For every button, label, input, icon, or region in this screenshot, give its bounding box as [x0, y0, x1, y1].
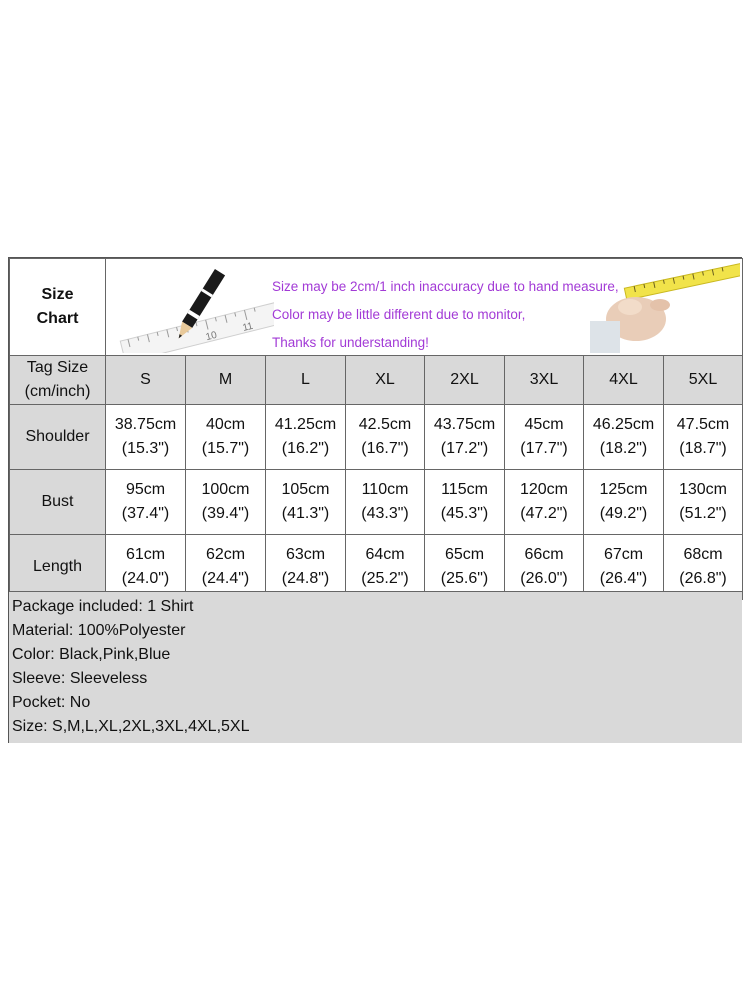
table-cell	[266, 470, 346, 535]
cell-inch: (51.2")	[679, 505, 727, 522]
size-header-xl: XL	[346, 356, 425, 405]
cell-cm: 130cm	[678, 481, 728, 498]
size-chart-title	[10, 259, 106, 356]
table-cell	[266, 405, 346, 470]
measure-row-length	[10, 535, 743, 600]
cell-cm: 64cm	[365, 546, 405, 563]
tag-size-label-line2: (cm/inch)	[24, 383, 91, 400]
cell-cm: 41.25cm	[274, 416, 337, 433]
cell-inch: (37.4")	[121, 505, 170, 522]
table-cell	[186, 535, 266, 600]
cell-inch: (43.3")	[361, 505, 409, 522]
table-cell	[664, 470, 743, 535]
cell-cm: 40cm	[205, 416, 246, 433]
info-package: Package included: 1 Shirt	[12, 598, 194, 615]
table-cell	[664, 405, 743, 470]
cell-inch: (41.3")	[281, 505, 330, 522]
cell-cm: 45cm	[524, 416, 564, 433]
info-size: Size: S,M,L,XL,2XL,3XL,4XL,5XL	[12, 718, 250, 735]
table-cell	[186, 470, 266, 535]
cell-inch: (18.2")	[599, 440, 648, 457]
cell-cm: 95cm	[125, 481, 166, 498]
cell-cm: 63cm	[285, 546, 326, 563]
title-line2: Chart	[36, 310, 79, 327]
cell-inch: (15.3")	[121, 440, 170, 457]
pencil-ruler-icon	[114, 261, 274, 353]
cell-inch: (17.2")	[440, 440, 489, 457]
table-cell	[106, 470, 186, 535]
table-cell	[186, 405, 266, 470]
cell-inch: (26.0")	[520, 570, 568, 587]
cell-inch: (25.2")	[361, 570, 409, 587]
info-color: Color: Black,Pink,Blue	[12, 646, 171, 663]
cell-cm: 110cm	[361, 481, 409, 498]
table-cell	[664, 535, 743, 600]
cell-inch: (18.7")	[679, 440, 727, 457]
cell-inch: (47.2")	[520, 505, 568, 522]
measure-row-bust	[10, 470, 743, 535]
cell-inch: (49.2")	[599, 505, 648, 522]
table-cell	[584, 535, 664, 600]
cell-cm: 100cm	[201, 481, 250, 498]
table-cell	[505, 470, 584, 535]
cell-inch: (39.4")	[201, 505, 250, 522]
cell-inch: (25.6")	[440, 570, 489, 587]
info-pocket: Pocket: No	[12, 694, 91, 711]
table-cell	[346, 470, 425, 535]
tag-size-label-line1: Tag Size	[26, 359, 89, 376]
cell-cm: 62cm	[205, 546, 246, 563]
info-material: Material: 100%Polyester	[12, 622, 186, 639]
title-line1: Size	[41, 286, 74, 303]
cell-cm: 125cm	[599, 481, 648, 498]
row-label-length: Length	[10, 535, 106, 600]
cell-cm: 65cm	[444, 546, 485, 563]
table-cell	[505, 535, 584, 600]
table-cell	[106, 535, 186, 600]
banner-note-2: Color may be little different due to monitor,	[272, 307, 526, 322]
row-label-bust: Bust	[10, 470, 106, 535]
cell-cm: 61cm	[125, 546, 166, 563]
table-cell	[266, 535, 346, 600]
cell-cm: 120cm	[519, 481, 569, 498]
table-cell	[584, 405, 664, 470]
cell-cm: 105cm	[281, 481, 330, 498]
size-chart	[8, 257, 742, 743]
table-cell	[106, 405, 186, 470]
table-cell	[425, 470, 505, 535]
cell-inch: (24.0")	[121, 570, 170, 587]
measure-row-shoulder	[10, 405, 743, 470]
size-header-m: M	[186, 356, 266, 405]
size-header-3xl: 3XL	[505, 356, 584, 405]
size-header-5xl: 5XL	[664, 356, 743, 405]
size-header-2xl: 2XL	[425, 356, 505, 405]
cell-cm: 66cm	[524, 546, 564, 563]
banner-row	[10, 259, 743, 356]
size-chart-table	[9, 258, 743, 600]
cell-inch: (45.3")	[440, 505, 489, 522]
product-info	[9, 591, 742, 743]
cell-inch: (15.7")	[201, 440, 250, 457]
size-header-s: S	[106, 356, 186, 405]
cell-cm: 38.75cm	[114, 416, 177, 433]
measuring-tape-icon	[590, 261, 740, 353]
banner-note-3: Thanks for understanding!	[272, 335, 429, 350]
svg-text:11: 11	[241, 320, 255, 334]
table-cell	[505, 405, 584, 470]
tag-size-label	[10, 356, 106, 405]
row-label-shoulder: Shoulder	[10, 405, 106, 470]
cell-inch: (16.7")	[361, 440, 409, 457]
cell-cm: 68cm	[683, 546, 723, 563]
cell-cm: 43.75cm	[433, 416, 496, 433]
measurement-banner	[106, 259, 743, 356]
size-header-row	[10, 356, 743, 405]
cell-cm: 46.25cm	[592, 416, 655, 433]
cell-cm: 115cm	[441, 481, 488, 498]
cell-inch: (17.7")	[520, 440, 568, 457]
cell-cm: 42.5cm	[358, 416, 412, 433]
cell-inch: (16.2")	[281, 440, 330, 457]
size-header-l: L	[266, 356, 346, 405]
table-cell	[425, 535, 505, 600]
banner-note-1: Size may be 2cm/1 inch inaccuracy due to hand measure,	[272, 279, 619, 294]
table-cell	[346, 405, 425, 470]
size-header-4xl: 4XL	[584, 356, 664, 405]
table-cell	[346, 535, 425, 600]
table-cell	[425, 405, 505, 470]
info-sleeve: Sleeve: Sleeveless	[12, 670, 148, 687]
cell-inch: (24.8")	[281, 570, 330, 587]
cell-inch: (26.4")	[599, 570, 648, 587]
cell-inch: (26.8")	[679, 570, 727, 587]
cell-cm: 67cm	[603, 546, 644, 563]
svg-text:10: 10	[204, 329, 219, 344]
table-cell	[584, 470, 664, 535]
cell-inch: (24.4")	[201, 570, 250, 587]
cell-cm: 47.5cm	[676, 416, 730, 433]
